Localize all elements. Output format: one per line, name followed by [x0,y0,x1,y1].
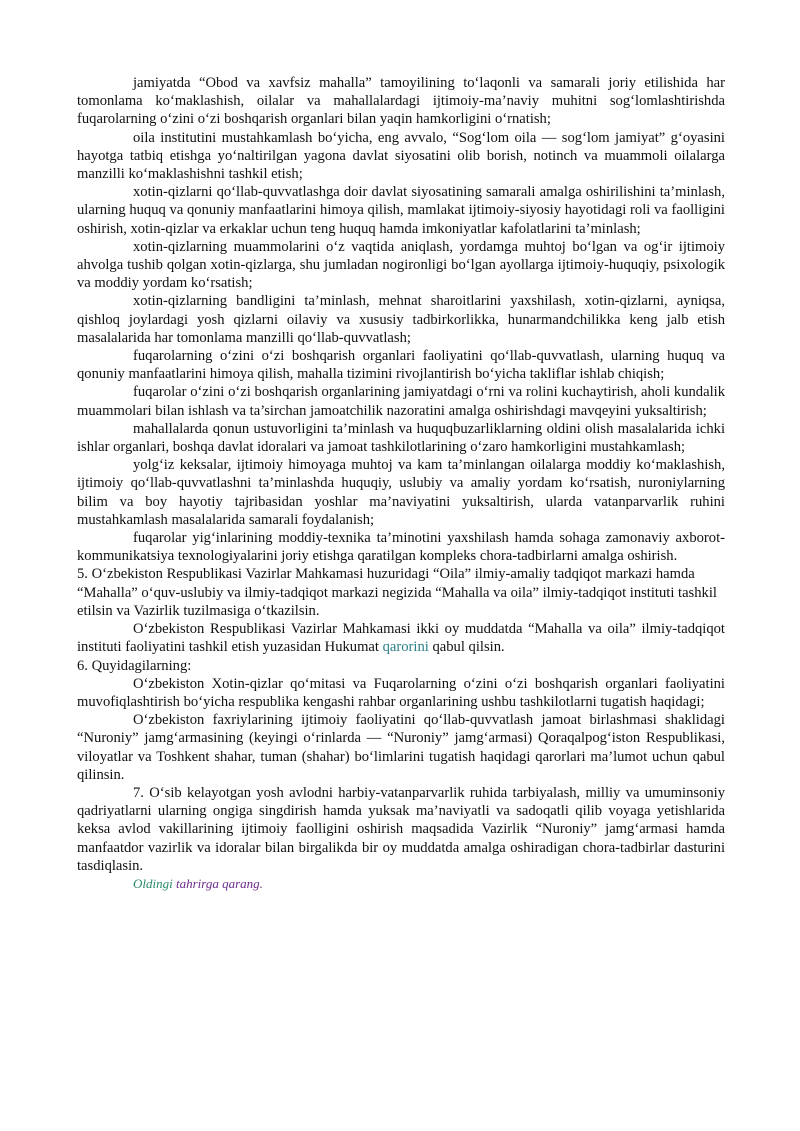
item-5-paragraph: 5. O‘zbekiston Respublikasi Vazirlar Mahkamasi huzuridagi “Oila” ilmiy-amaliy tadqiqot markazi hamda “Mahalla” o‘quv-uslubiy va ilmiy-tadqiqot markazi negizida “Mahalla va oila” ilmiy-tadqiqot instituti tashkil etilsin va Vazirlik tuzilmasiga o‘tkazilsin. [77,566,717,619]
qarorini-link[interactable]: qarorini [382,639,429,656]
item-6-paragraph: O‘zbekiston faxriylarining ijtimoiy faoliyatini qo‘llab-quvvatlash jamoat birlashmasi shaklidagi “Nuroniy” jamg‘armasining (keyingi o‘rinlarda — “Nuroniy” jamg‘armasi) Qoraqalpog‘iston Respublikasi, viloyatlar va Toshkent shahar, tuman (shahar) bo‘limlarini tugatish haqidagi qarorlari ma’lumot uchun qabul qilinsin. [77,712,725,783]
paragraph: xotin-qizlarni qo‘llab-quvvatlashga doir davlat siyosatining samarali amalga oshirilishini ta’minlash, ularning huquq va qonuniy manfaatlarini himoya qilish, mamlakat ijtimoiy-siyosiy hayotidagi roli va faolligini oshirish, xotin-qizlar va erkaklar uchun teng huquq hamda imkoniyatlar kafolatlarini ta’minlash; [77,184,725,237]
document-page [77,74,725,893]
paragraph: fuqarolarning o‘zini o‘zi boshqarish organlari faoliyatini qo‘llab-quvvatlash, ularning huquq va qonuniy manfaatlarini himoya qilish, mahalla tizimini rivojlantirish bo‘yicha takliflar ishlab chiqish; [77,348,725,383]
paragraph: fuqarolar yig‘inlarining moddiy-texnika ta’minotini yaxshilash hamda sohaga zamonaviy axborot-kommunikatsiya texnologiyalarini joriy etishga qaratilgan kompleks chora-tadbirlarni amalga oshirish. [77,530,725,565]
paragraph: yolg‘iz keksalar, ijtimoiy himoyaga muhtoj va kam ta’minlangan oilalarga moddiy ko‘maklashish, ijtimoiy qo‘llab-quvvatlashni ta’minlashda huquqiy, uslubiy va amaliy yordam ko‘rsatish, nuroniylarning bilim va boy hayotiy tajribasidan yoshlar ma’naviyatini yuksaltirish, ularda vatanparvarlik ruhini mustahkamlash masalalarida samarali foydalanish; [77,457,725,528]
previous-edition-note [77,875,725,893]
item-5-subparagraph [77,620,725,656]
paragraph: jamiyatda “Obod va xavfsiz mahalla” tamoyilining to‘laqonli va samarali joriy etilishida har tomonlama ko‘maklashish, oilalar va mahallalardagi ijtimoiy-ma’naviy muhitni sog‘lomlashtirishda fuqarolarning o‘zini o‘zi boshqarish organlari bilan yaqin hamkorligini o‘rnatish; [77,75,725,128]
paragraph: xotin-qizlarning bandligini ta’minlash, mehnat sharoitlarini yaxshilash, xotin-qizlarni, ayniqsa, qishloq joylardagi yosh qizlarni oilaviy va xususiy tadbirkorlikka, hunarmandchilikka keng jalb etish masalalarida har tomonlama manzilli qo‘llab-quvvatlash; [77,293,725,346]
item-6-heading: 6. Quyidagilarning: [77,657,192,674]
paragraph: fuqarolar o‘zini o‘zi boshqarish organlarining jamiyatdagi o‘rni va rolini kuchaytirish, aholi kundalik muammolari bilan ishlash va ta’sirchan jamoatchilik nazoratini amalga oshirishdagi mavqeyini yuksaltirish; [77,384,725,419]
paragraph: mahallalarda qonun ustuvorligini ta’minlash va huquqbuzarliklarning oldini olish masalalarida ichki ishlar organlari, boshqa davlat idoralari va jamoat tashkilotlarining o‘zaro hamkorligini mustahkamlash; [77,420,725,456]
item-7-paragraph: 7. O‘sib kelayotgan yosh avlodni harbiy-vatanparvarlik ruhida tarbiyalash, milliy va umuminsoniy qadriyatlarni ularning ongiga singdirish hamda yuksak ma’naviyatli va sadoqatli qilib voyaga yetishlarida keksa avlod vakillarining ijtimoiy faolligini oshirish maqsadida Vazirlik “Nuroniy” jamg‘armasi hamda manfaatdor vazirlik va idoralar bilan birgalikda bir oy muddatda amalga oshiradigan chora-tadbirlar dasturini tasdiqlasin. [77,784,725,874]
item-6-paragraph: O‘zbekiston Xotin-qizlar qo‘mitasi va Fuqarolarning o‘zini o‘zi boshqarish organlari faoliyatini muvofiqlashtirish bo‘yicha respublika kengashi rahbar organlarining ushbu tashkilotlarni tugatish haqidagi; [77,675,725,710]
item-5-sub-text: O‘zbekiston Respublikasi Vazirlar Mahkamasi ikki oy muddatda “Mahalla va oila” ilmiy-tadqiqot instituti faoliyatini tashkil etish yuzasidan Hukumat [77,621,725,656]
see-edition-link[interactable]: tahrirga qarang. [175,875,263,891]
previous-edition-link[interactable]: Oldingi [133,875,173,891]
item-5-sub-text-end: qabul qilsin. [428,639,505,656]
paragraph: xotin-qizlarning muammolarini o‘z vaqtida aniqlash, yordamga muhtoj bo‘lgan va og‘ir ijtimoiy ahvolga tushib qolgan xotin-qizlarga, shu jumladan nogironligi bo‘lgan ayollarga ijtimoiy-huquqiy, psixologik va moddiy yordam ko‘rsatish; [77,238,725,292]
paragraph: oila institutini mustahkamlash bo‘yicha, eng avvalo, “Sog‘lom oila — sog‘lom jamiyat” g‘oyasini hayotga tatbiq etishga yo‘naltirilgan yagona davlat siyosatini olib borish, notinch va muammoli oilalarga manzilli ko‘maklashishni tashkil etish; [77,129,725,183]
